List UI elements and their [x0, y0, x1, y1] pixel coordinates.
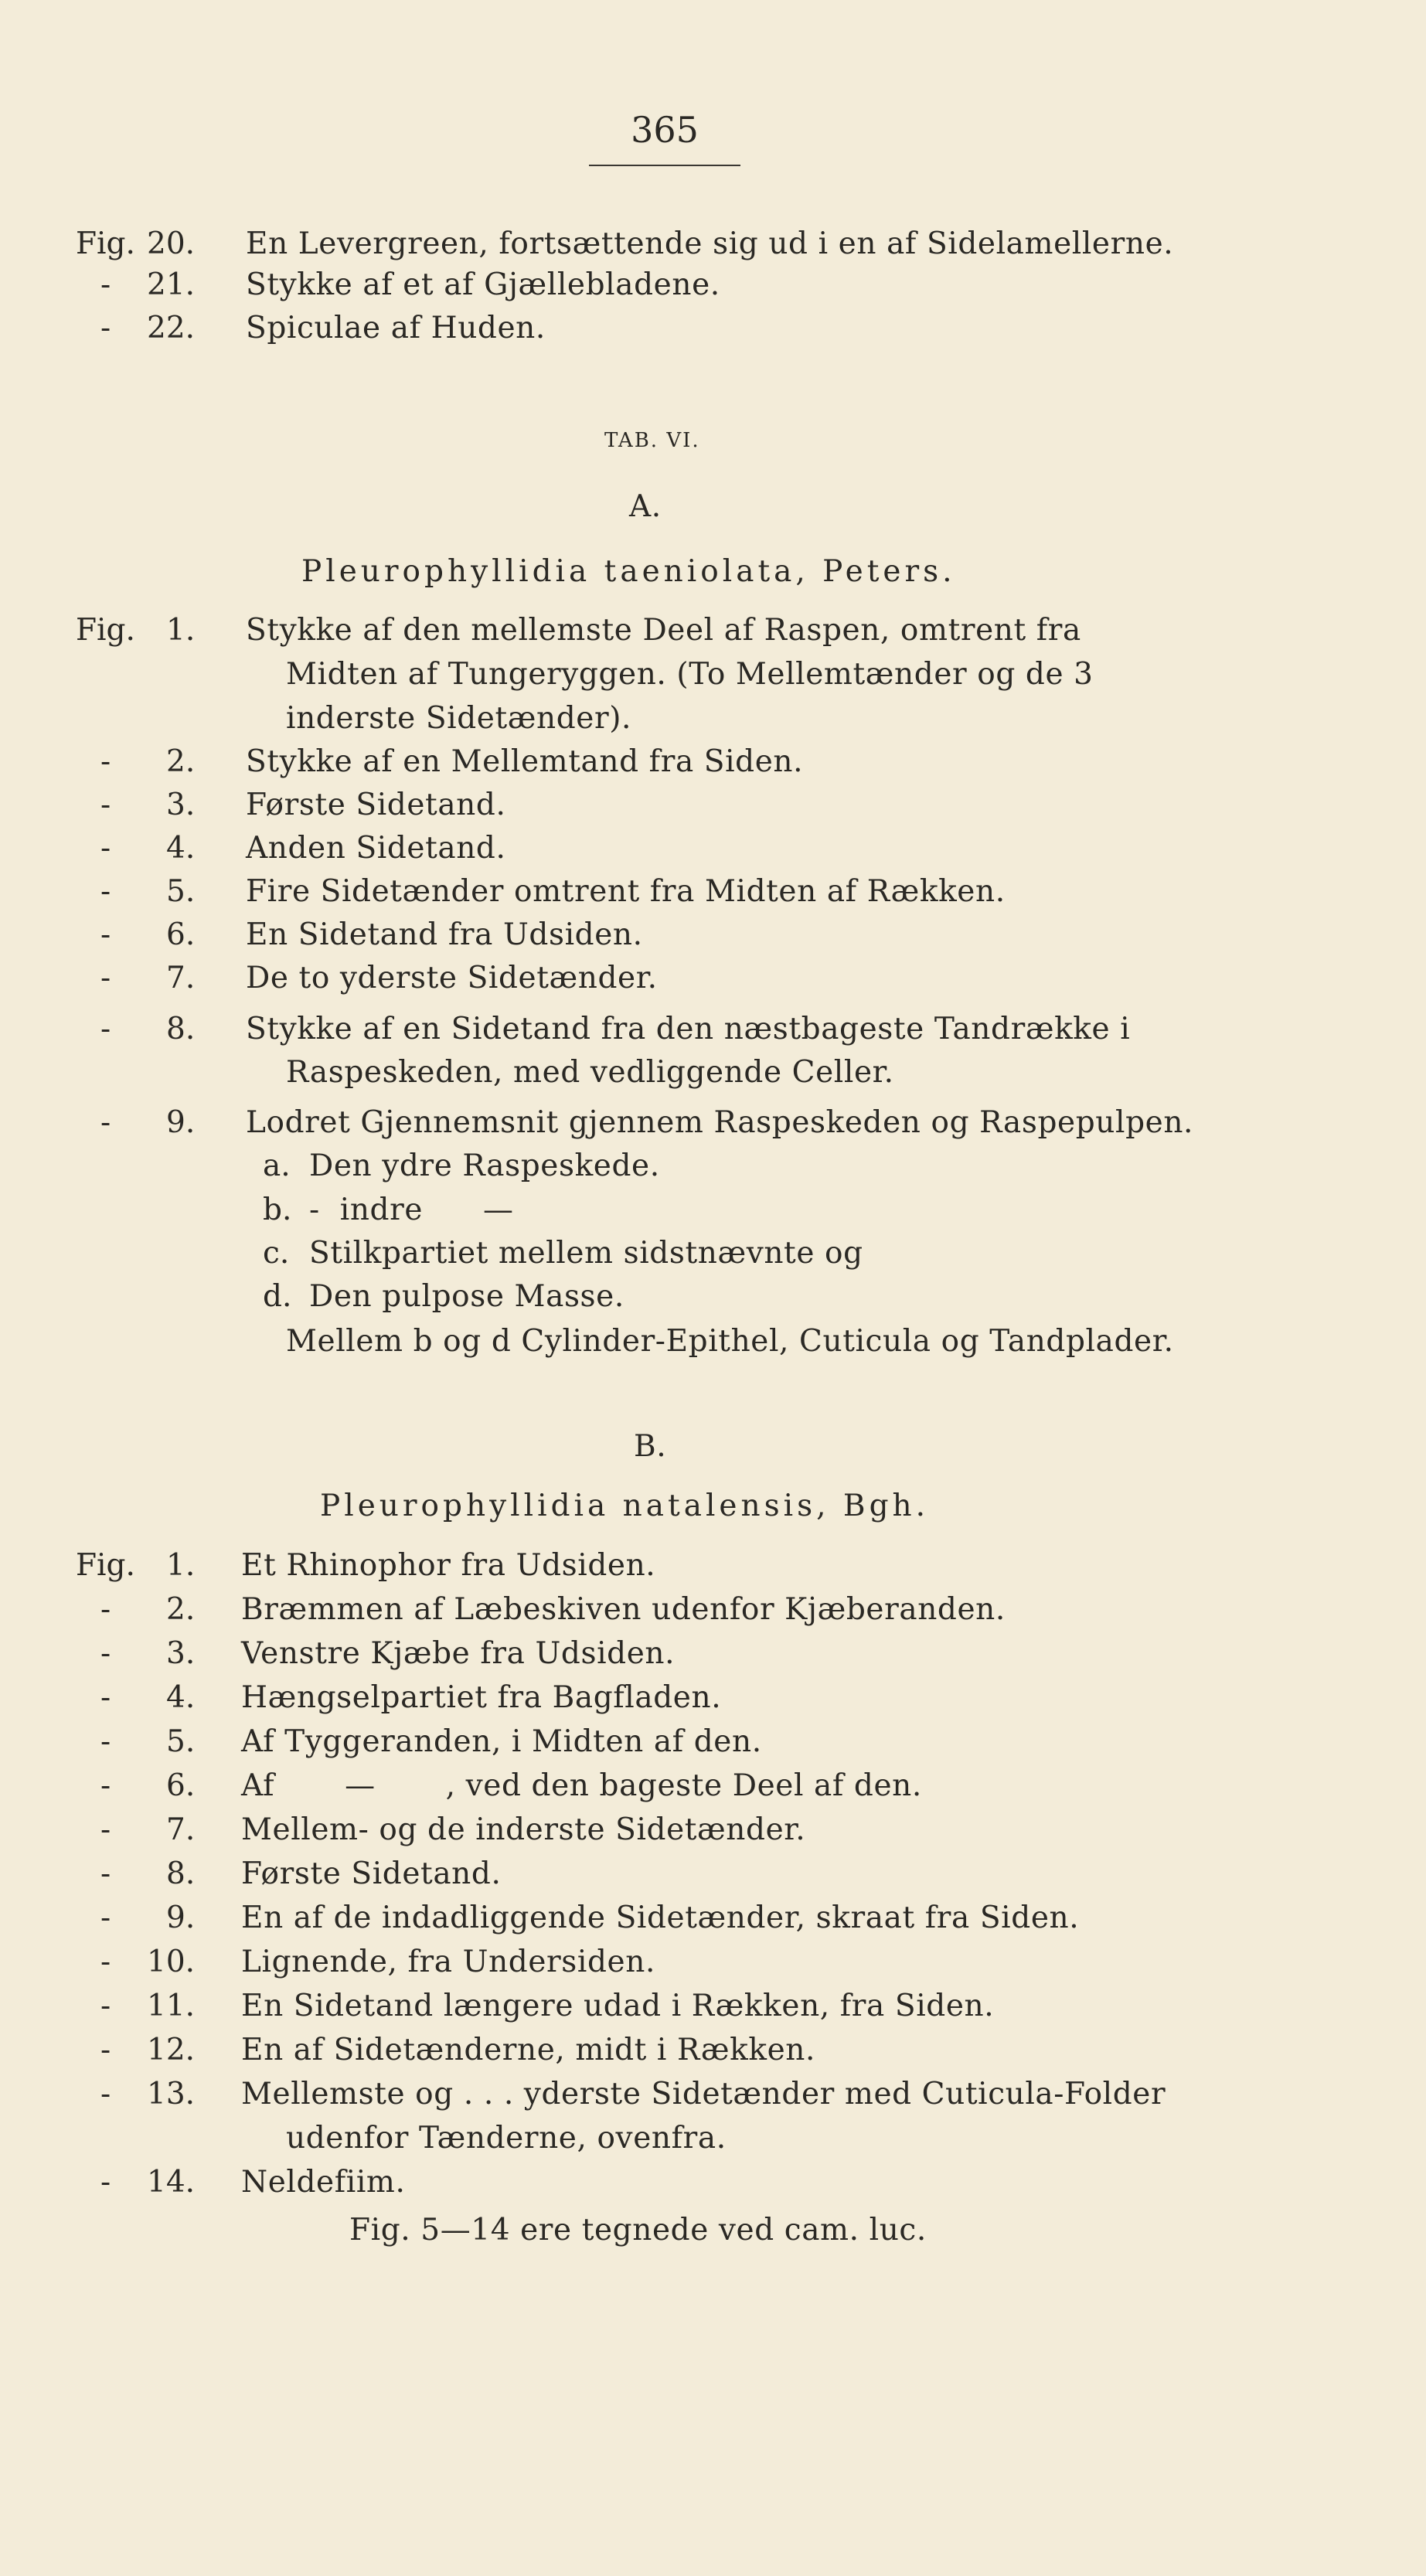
- entry-number: 8.: [166, 1012, 196, 1046]
- entry-text: En Sidetand længere udad i Rækken, fra Siden.: [241, 1989, 995, 2023]
- entry-text-continued: udenfor Tænderne, ovenfra.: [286, 2121, 727, 2156]
- entry-number: 4.: [166, 1680, 196, 1715]
- entry-number: 9.: [166, 1105, 196, 1140]
- entry-text: Venstre Kjæbe fra Udsiden.: [241, 1636, 676, 1671]
- entry-text: Stykke af en Sidetand fra den næstbageste Tandrække i: [246, 1012, 1131, 1046]
- sub-item-text: Den pulpose Masse.: [309, 1279, 625, 1314]
- sub-item-text: Den ydre Raspeskede.: [309, 1148, 660, 1183]
- entry-text: Neldefiim.: [241, 2165, 406, 2200]
- entry-text: Første Sidetand.: [246, 788, 506, 822]
- entry-text: Mellemste og . . . yderste Sidetænder med Cuticula-Folder: [241, 2077, 1166, 2112]
- entry-number: 6.: [166, 917, 196, 952]
- entry-number: 13.: [147, 2077, 196, 2112]
- sub-item-key: a.: [263, 1148, 291, 1183]
- entry-label: -: [100, 1105, 111, 1140]
- sub-item-text: - indre —: [309, 1193, 514, 1227]
- entry-label: -: [100, 1592, 111, 1627]
- sub-item-text: Stilkpartiet mellem sidstnævnte og: [309, 1236, 863, 1271]
- entry-label: Fig.: [76, 613, 135, 648]
- sub-item-key: c.: [263, 1236, 290, 1271]
- entry-number: 12.: [147, 2033, 196, 2067]
- entry-label: -: [100, 267, 111, 302]
- section-a-letter: A.: [629, 489, 662, 524]
- entry-text: Stykke af et af Gjællebladene.: [246, 267, 720, 302]
- entry-number: 8.: [166, 1856, 196, 1891]
- entry-number: 7.: [166, 961, 196, 995]
- entry-label: -: [100, 311, 111, 345]
- entry-number: 4.: [166, 831, 196, 866]
- entry-text: Første Sidetand.: [241, 1856, 502, 1891]
- entry-text: Hængselpartiet fra Bagfladen.: [241, 1680, 722, 1715]
- entry-number: 22.: [147, 311, 196, 345]
- entry-number: 10.: [147, 1945, 196, 1979]
- entry-text: En af Sidetænderne, midt i Rækken.: [241, 2033, 815, 2067]
- entry-text: En Levergreen, fortsættende sig ud i en af Sidelamellerne.: [246, 226, 1174, 261]
- entry-label: -: [100, 744, 111, 779]
- entry-text: Mellem- og de inderste Sidetænder.: [241, 1812, 806, 1847]
- entry-label: -: [100, 1812, 111, 1847]
- entry-label: Fig.: [76, 1548, 135, 1583]
- entry-label: -: [100, 1724, 111, 1759]
- section-b-letter: B.: [634, 1429, 667, 1464]
- entry-number: 5.: [166, 874, 196, 909]
- entry-number: 21.: [147, 267, 196, 302]
- entry-number: 3.: [166, 1636, 196, 1671]
- entry-text: Et Rhinophor fra Udsiden.: [241, 1548, 656, 1583]
- entry-text: Af Tyggeranden, i Midten af den.: [241, 1724, 762, 1759]
- entry-text-continued: Raspeskeden, med vedliggende Celler.: [286, 1055, 894, 1090]
- entry-text: Stykke af den mellemste Deel af Raspen, omtrent fra: [246, 613, 1081, 648]
- entry-label: -: [100, 1856, 111, 1891]
- entry-number: 2.: [166, 744, 196, 779]
- entry-text: Af — , ved den bageste Deel af den.: [241, 1768, 922, 1803]
- entry-number: 9.: [166, 1901, 196, 1935]
- entry-label: -: [100, 1989, 111, 2023]
- entry-label: -: [100, 1012, 111, 1046]
- entry-label: -: [100, 1901, 111, 1935]
- entry-number: 1.: [166, 613, 196, 648]
- entry-label: -: [100, 1636, 111, 1671]
- plate-title: TAB. VI.: [604, 429, 700, 452]
- entry-text: En Sidetand fra Udsiden.: [246, 917, 643, 952]
- entry-text-continued: inderste Sidetænder).: [286, 701, 632, 736]
- entry-text: Lignende, fra Undersiden.: [241, 1945, 655, 1979]
- sub-item-key: b.: [263, 1193, 292, 1227]
- entry-number: 14.: [147, 2165, 196, 2200]
- entry-number: 5.: [166, 1724, 196, 1759]
- entry-number: 2.: [166, 1592, 196, 1627]
- entry-number: 20.: [147, 226, 196, 261]
- entry-text-continued: Midten af Tungeryggen. (To Mellemtænder og de 3: [286, 657, 1094, 692]
- entry-text: Spiculae af Huden.: [246, 311, 546, 345]
- entry-text: Lodret Gjennemsnit gjennem Raspeskeden og Raspepulpen.: [246, 1105, 1194, 1140]
- entry-label: -: [100, 1945, 111, 1979]
- entry-number: 7.: [166, 1812, 196, 1847]
- section-a-species: Pleurophyllidia taeniolata, Peters.: [301, 554, 956, 589]
- sub-item-key: d.: [263, 1279, 292, 1314]
- entry-text: Stykke af en Mellemtand fra Siden.: [246, 744, 804, 779]
- entry-label: -: [100, 917, 111, 952]
- entry-number: 6.: [166, 1768, 196, 1803]
- entry-label: -: [100, 1680, 111, 1715]
- page-number-rule: [589, 165, 740, 166]
- entry-label: -: [100, 1768, 111, 1803]
- entry-label: -: [100, 831, 111, 866]
- entry-number: 11.: [147, 1989, 196, 2023]
- entry-number: 1.: [166, 1548, 196, 1583]
- entry-label: Fig.: [76, 226, 135, 261]
- section-b-species: Pleurophyllidia natalensis, Bgh.: [320, 1489, 930, 1523]
- entry-text: En af de indadliggende Sidetænder, skraat fra Siden.: [241, 1901, 1080, 1935]
- entry-text: Bræmmen af Læbeskiven udenfor Kjæberanden.: [241, 1592, 1006, 1627]
- entry-label: -: [100, 2077, 111, 2112]
- entry-text: Anden Sidetand.: [246, 831, 506, 866]
- entry-text: De to yderste Sidetænder.: [246, 961, 658, 995]
- section-b-note: Fig. 5—14 ere tegnede ved cam. luc.: [349, 2213, 927, 2248]
- entry-label: -: [100, 2033, 111, 2067]
- entry-label: -: [100, 874, 111, 909]
- entry-label: -: [100, 788, 111, 822]
- entry-label: -: [100, 961, 111, 995]
- entry-text: Fire Sidetænder omtrent fra Midten af Rækken.: [246, 874, 1006, 909]
- page-number: 365: [631, 109, 699, 151]
- section-a-note: Mellem b og d Cylinder-Epithel, Cuticula og Tandplader.: [286, 1324, 1174, 1359]
- entry-label: -: [100, 2165, 111, 2200]
- entry-number: 3.: [166, 788, 196, 822]
